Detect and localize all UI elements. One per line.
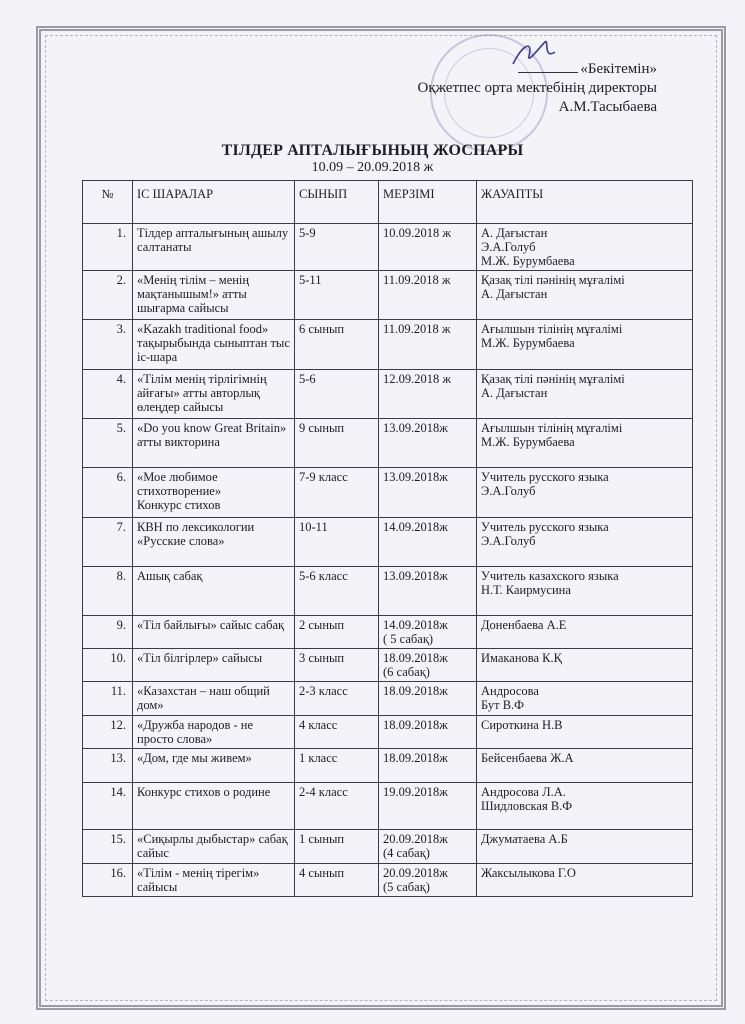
- row-number: 7.: [83, 518, 133, 567]
- row-grade: 10-11: [295, 518, 379, 567]
- table-row: [83, 783, 693, 830]
- row-date: 18.09.2018ж (6 сабақ): [379, 649, 477, 682]
- row-number: 1.: [83, 224, 133, 271]
- row-grade: 5-11: [295, 271, 379, 320]
- row-grade: 1 сынып: [295, 830, 379, 864]
- row-number: 10.: [83, 649, 133, 682]
- signature-line: [518, 72, 578, 73]
- row-number: 3.: [83, 320, 133, 370]
- header-events: ІС ШАРАЛАР: [133, 181, 295, 224]
- row-grade: 5-9: [295, 224, 379, 271]
- table-body: [83, 224, 693, 897]
- row-responsible: Андросова Л.А. Шидловская В.Ф: [477, 783, 693, 830]
- row-number: 11.: [83, 682, 133, 716]
- table-row: [83, 649, 693, 682]
- table-header-row: [83, 181, 693, 224]
- row-number: 6.: [83, 468, 133, 518]
- approval-heading-line: [418, 60, 657, 79]
- row-number: 2.: [83, 271, 133, 320]
- row-event: «Сиқырлы дыбыстар» сабақ сайыс: [133, 830, 295, 864]
- row-responsible: Ағылшын тілінің мұғалімі М.Ж. Бурумбаева: [477, 419, 693, 468]
- row-number: 15.: [83, 830, 133, 864]
- row-responsible: Сироткина Н.В: [477, 716, 693, 749]
- row-date: 14.09.2018ж ( 5 сабақ): [379, 616, 477, 649]
- row-event: «Тіл байлығы» сайыс сабақ: [133, 616, 295, 649]
- header-date: МЕРЗІМІ: [379, 181, 477, 224]
- row-date: 13.09.2018ж: [379, 567, 477, 616]
- row-date: 19.09.2018ж: [379, 783, 477, 830]
- header-number: №: [83, 181, 133, 224]
- row-responsible: Бейсенбаева Ж.А: [477, 749, 693, 783]
- row-date: 13.09.2018ж: [379, 419, 477, 468]
- table-row: [83, 370, 693, 419]
- row-event: «Kazakh traditional food» тақырыбында сыныптан тыс іс-шара: [133, 320, 295, 370]
- row-responsible: А. Дағыстан Э.А.Голуб М.Ж. Бурумбаева: [477, 224, 693, 271]
- header-responsible: ЖАУАПТЫ: [477, 181, 693, 224]
- table-row: [83, 567, 693, 616]
- row-responsible: Учитель казахского языка Н.Т. Каирмусина: [477, 567, 693, 616]
- events-table: [82, 180, 693, 897]
- row-responsible: Ағылшын тілінің мұғалімі М.Ж. Бурумбаева: [477, 320, 693, 370]
- row-date: 18.09.2018ж: [379, 749, 477, 783]
- row-event: КВН по лексикологии «Русские слова»: [133, 518, 295, 567]
- row-event: «Дружба народов - не просто слова»: [133, 716, 295, 749]
- row-grade: 6 сынып: [295, 320, 379, 370]
- row-number: 13.: [83, 749, 133, 783]
- row-date: 14.09.2018ж: [379, 518, 477, 567]
- row-responsible: Учитель русского языка Э.А.Голуб: [477, 518, 693, 567]
- row-responsible: Имаканова К.Қ: [477, 649, 693, 682]
- row-grade: 1 класс: [295, 749, 379, 783]
- table-row: [83, 224, 693, 271]
- row-number: 5.: [83, 419, 133, 468]
- row-date: 12.09.2018 ж: [379, 370, 477, 419]
- table-row: [83, 320, 693, 370]
- row-grade: 5-6 класс: [295, 567, 379, 616]
- row-grade: 7-9 класс: [295, 468, 379, 518]
- table-row: [83, 864, 693, 897]
- row-responsible: Қазақ тілі пәнінің мұғалімі А. Дағыстан: [477, 370, 693, 419]
- row-grade: 2-4 класс: [295, 783, 379, 830]
- row-number: 16.: [83, 864, 133, 897]
- table-row: [83, 271, 693, 320]
- row-responsible: Андросова Бут В.Ф: [477, 682, 693, 716]
- table-row: [83, 518, 693, 567]
- row-responsible: Қазақ тілі пәнінің мұғалімі А. Дағыстан: [477, 271, 693, 320]
- row-date: 10.09.2018 ж: [379, 224, 477, 271]
- row-date: 18.09.2018ж: [379, 716, 477, 749]
- table-row: [83, 682, 693, 716]
- row-number: 4.: [83, 370, 133, 419]
- row-grade: 4 класс: [295, 716, 379, 749]
- row-event: «Тіл білгірлер» сайысы: [133, 649, 295, 682]
- table-row: [83, 716, 693, 749]
- page-subtitle: 10.09 – 20.09.2018 ж: [311, 160, 434, 175]
- approval-block: [418, 60, 657, 117]
- row-date: 20.09.2018ж (5 сабақ): [379, 864, 477, 897]
- row-event: «Тілім - менің тірегім» сайысы: [133, 864, 295, 897]
- row-date: 13.09.2018ж: [379, 468, 477, 518]
- row-grade: 9 сынып: [295, 419, 379, 468]
- table-row: [83, 749, 693, 783]
- approval-heading: «Бекітемін»: [580, 61, 657, 77]
- row-grade: 4 сынып: [295, 864, 379, 897]
- table-row: [83, 468, 693, 518]
- table-row: [83, 616, 693, 649]
- row-grade: 2 сынып: [295, 616, 379, 649]
- row-event: Тілдер апталығының ашылу салтанаты: [133, 224, 295, 271]
- approval-position: Оқжетпес орта мектебінің директоры: [417, 80, 657, 96]
- header-grade: СЫНЫП: [295, 181, 379, 224]
- row-event: «Казахстан – наш общий дом»: [133, 682, 295, 716]
- row-event: Конкурс стихов о родине: [133, 783, 295, 830]
- row-date: 18.09.2018ж: [379, 682, 477, 716]
- row-event: «Мое любимое стихотворение» Конкурс стихов: [133, 468, 295, 518]
- row-responsible: Учитель русского языка Э.А.Голуб: [477, 468, 693, 518]
- row-event: «Тілім менің тірлігімнің айғағы» атты авторлық өлеңдер сайысы: [133, 370, 295, 419]
- table-row: [83, 830, 693, 864]
- row-event: «Дом, где мы живем»: [133, 749, 295, 783]
- row-number: 9.: [83, 616, 133, 649]
- row-responsible: Доненбаева А.Е: [477, 616, 693, 649]
- page-title: ТІЛДЕР АПТАЛЫҒЫНЫҢ ЖОСПАРЫ: [221, 142, 524, 159]
- approval-name: А.М.Тасыбаева: [558, 99, 657, 115]
- row-event: «Do you know Great Britain» атты викторина: [133, 419, 295, 468]
- row-responsible: Жаксылыкова Г.О: [477, 864, 693, 897]
- table-row: [83, 419, 693, 468]
- row-date: 20.09.2018ж (4 сабақ): [379, 830, 477, 864]
- row-grade: 5-6: [295, 370, 379, 419]
- row-event: Ашық сабақ: [133, 567, 295, 616]
- row-date: 11.09.2018 ж: [379, 271, 477, 320]
- row-grade: 3 сынып: [295, 649, 379, 682]
- row-event: «Менің тілім – менің мақтанышым!» атты шығарма сайысы: [133, 271, 295, 320]
- row-grade: 2-3 класс: [295, 682, 379, 716]
- row-date: 11.09.2018 ж: [379, 320, 477, 370]
- row-number: 8.: [83, 567, 133, 616]
- row-number: 12.: [83, 716, 133, 749]
- row-number: 14.: [83, 783, 133, 830]
- row-responsible: Джуматаева А.Б: [477, 830, 693, 864]
